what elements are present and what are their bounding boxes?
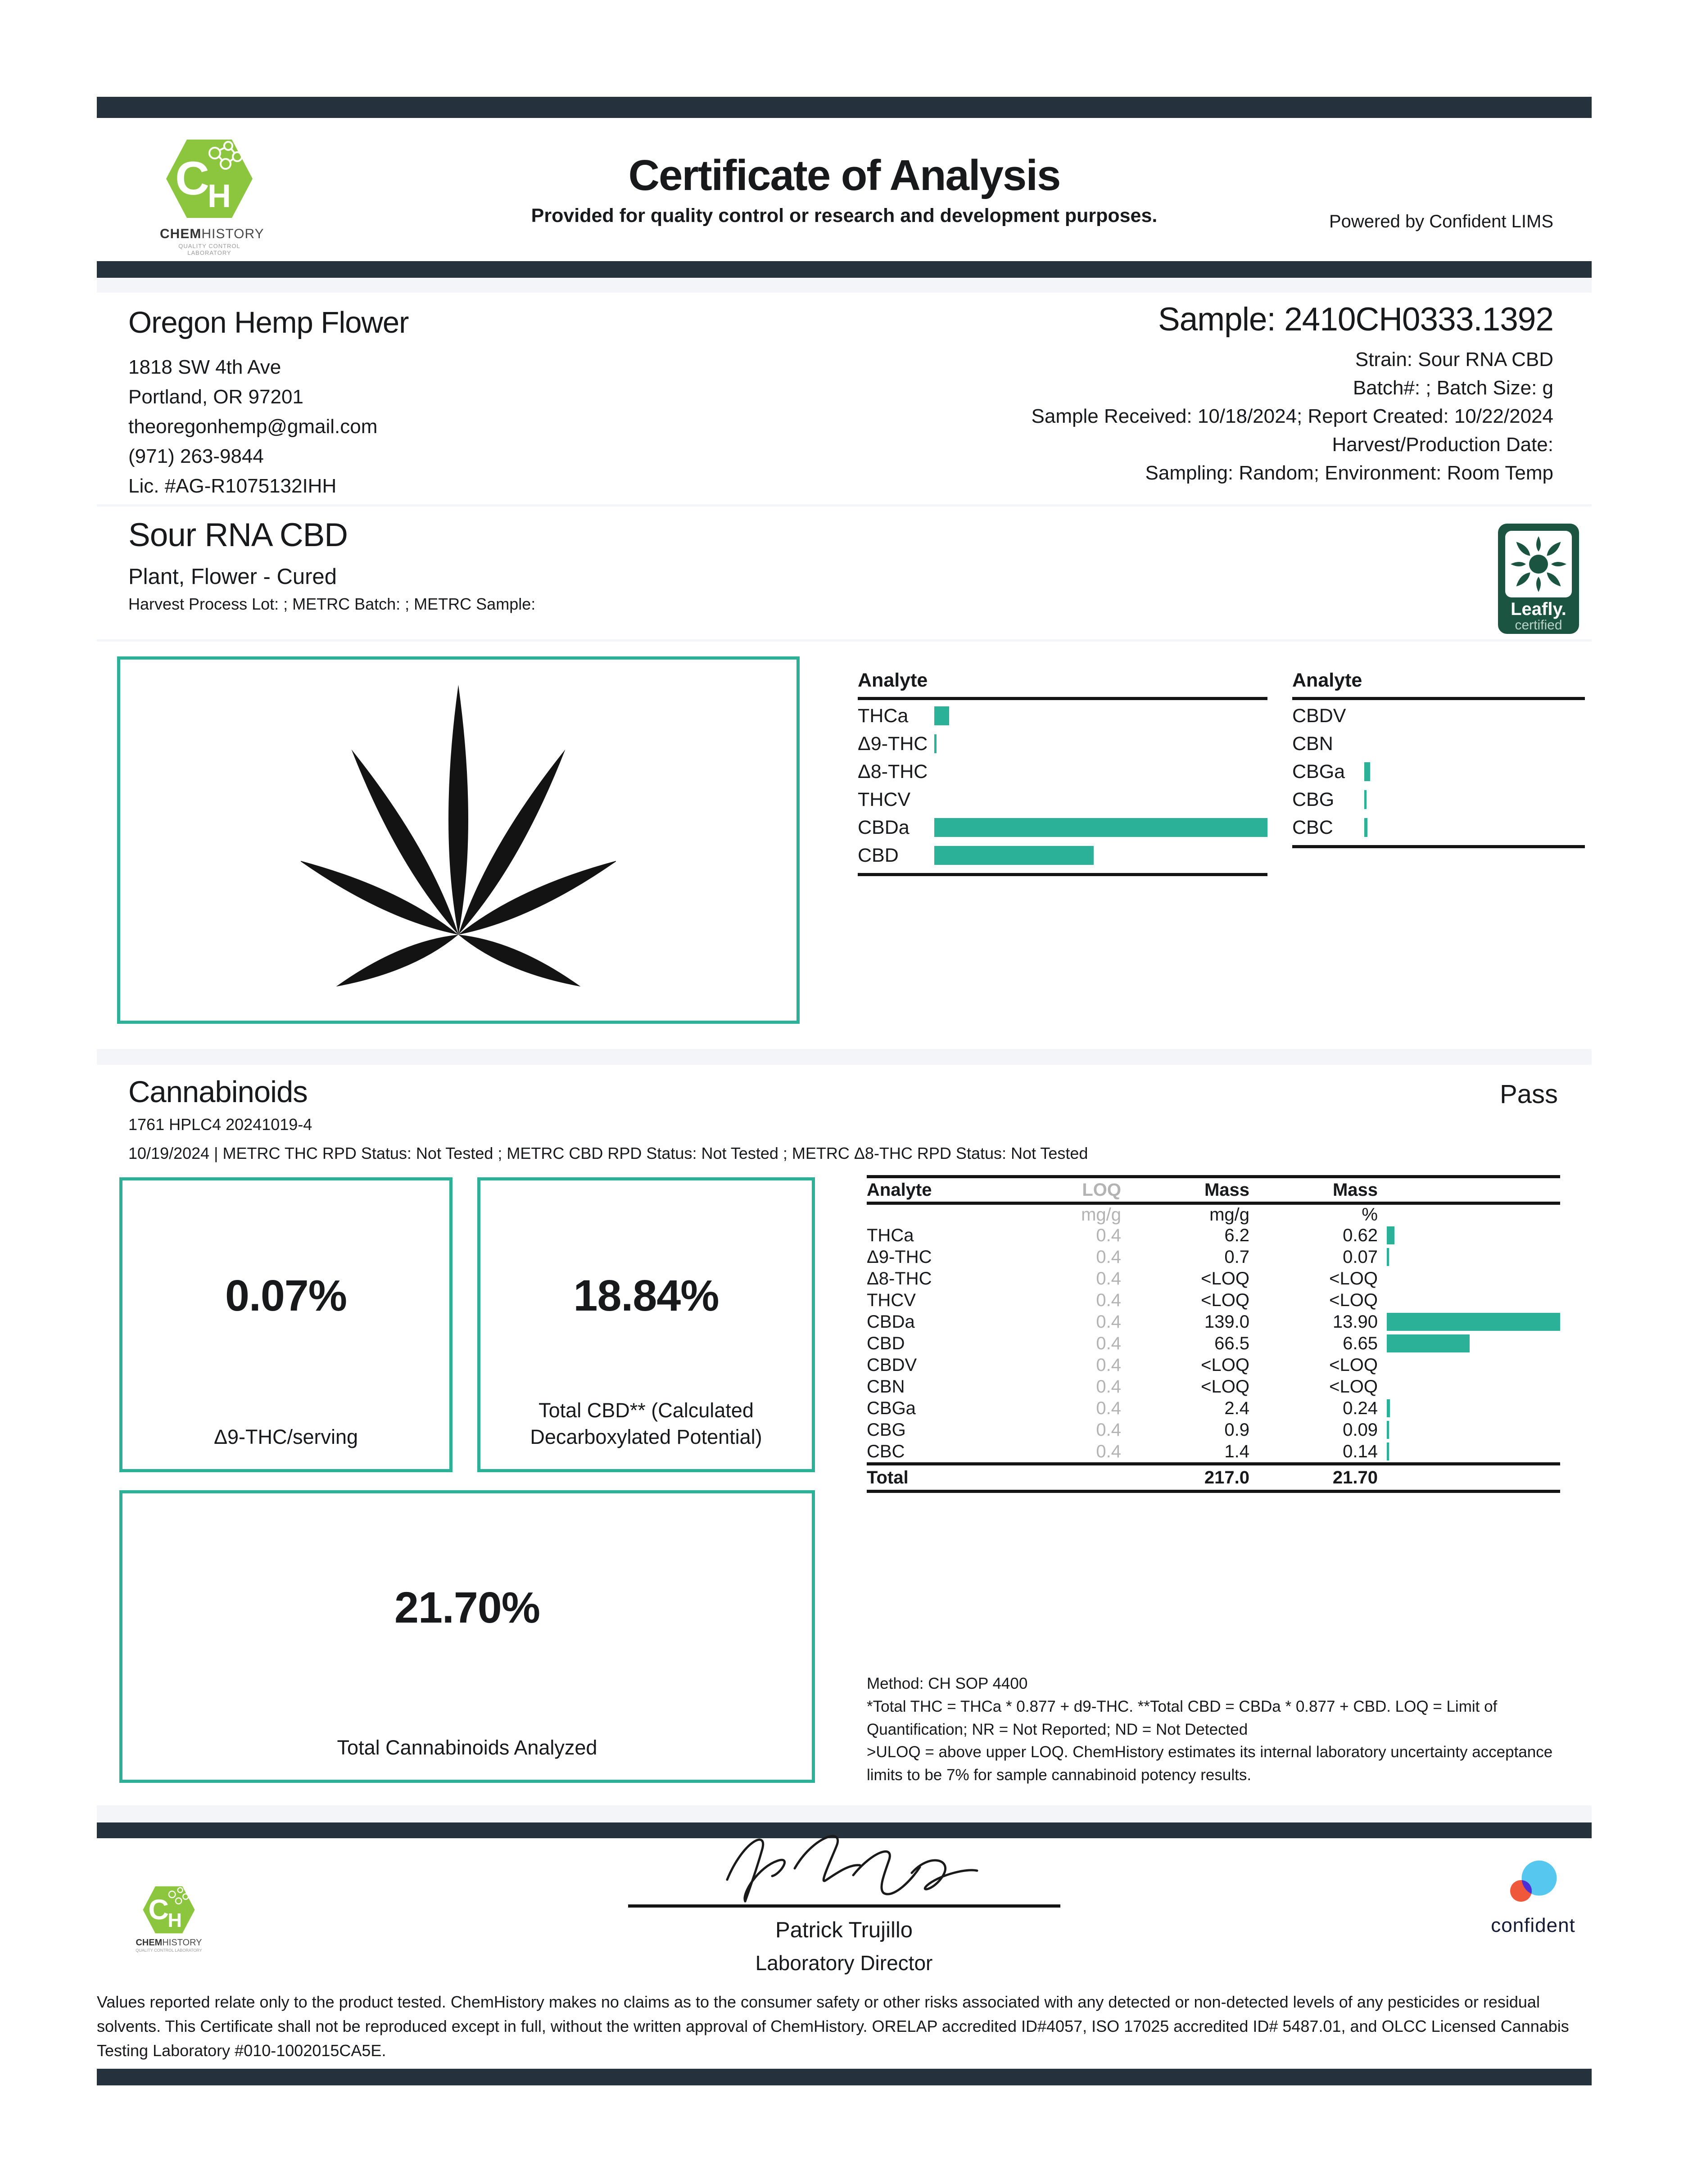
client-info-line: theoregonhemp@gmail.com bbox=[128, 416, 378, 438]
cell-analyte: Δ8-THC bbox=[867, 1268, 932, 1289]
total-mass-pct: 21.70 bbox=[1332, 1467, 1378, 1488]
signatory-name: Patrick Trujillo bbox=[775, 1918, 913, 1942]
analyte-bar bbox=[934, 734, 937, 753]
disclaimer-text: Values reported relate only to the product tested. ChemHistory makes no claims as to the consumer safety or other risks associated with any detected or non-detected levels of any pesticides or residual solvents. This Certificate shall not be reproduced except in full, without the written approval of ChemHistory. ORELAP accredited ID#4057, ISO 17025 accredited ID# 5487.01, and OLCC Licensed Cannabis Testing Laboratory #010-1002015CA5E. bbox=[97, 1993, 1569, 2060]
chemhistory-tagline: QUALITY CONTROL LABORATORY bbox=[136, 1948, 202, 1953]
cell-bar bbox=[1378, 1421, 1560, 1439]
leafly-brand-text: Leafly. bbox=[1511, 599, 1566, 619]
table-units-row bbox=[867, 1205, 1560, 1225]
profile-chart-section bbox=[97, 642, 1592, 1049]
analyte-label: Δ8-THC bbox=[858, 760, 928, 782]
analyte-chart-rows bbox=[858, 700, 1267, 869]
cell-loq: 0.4 bbox=[1096, 1247, 1121, 1267]
analyte-label: CBGa bbox=[1292, 760, 1345, 782]
analyte-chart-row bbox=[1292, 758, 1585, 786]
signature-icon bbox=[700, 1826, 988, 1904]
table-row bbox=[867, 1441, 1560, 1462]
analyte-bar bbox=[1364, 818, 1367, 837]
table-row bbox=[867, 1333, 1560, 1354]
powered-by-label: Powered by Confident LIMS bbox=[1329, 212, 1553, 231]
sample-info-line: Harvest/Production Date: bbox=[1332, 434, 1553, 456]
result-bar bbox=[1387, 1248, 1389, 1266]
analyte-label: THCV bbox=[858, 788, 911, 810]
cell-mass-pct: <LOQ bbox=[1329, 1376, 1378, 1397]
table-row bbox=[867, 1289, 1560, 1311]
chemhistory-wordmark-bold: CHEM bbox=[160, 226, 202, 241]
analyte-label: CBDV bbox=[1292, 705, 1346, 727]
chart-baseline-rule bbox=[858, 873, 1267, 876]
cell-mass-mg: <LOQ bbox=[1201, 1376, 1249, 1397]
cell-analyte: Δ9-THC bbox=[867, 1247, 932, 1267]
sample-info-line: Strain: Sour RNA CBD bbox=[1355, 348, 1553, 371]
cell-mass-pct: <LOQ bbox=[1329, 1355, 1378, 1375]
method-note-line: *Total THC = THCa * 0.877 + d9-THC. **Total CBD = CBDa * 0.877 + CBD. LOQ = Limit of Quantification; NR = Not Reported; ND = Not Detected bbox=[867, 1697, 1498, 1738]
total-mass-mg: 217.0 bbox=[1204, 1467, 1249, 1488]
cell-loq: 0.4 bbox=[1096, 1268, 1121, 1289]
analyte-bar bbox=[1364, 790, 1367, 809]
cell-mass-mg: 6.2 bbox=[1224, 1225, 1249, 1245]
analyte-chart-header: Analyte bbox=[858, 669, 1267, 700]
table-row bbox=[867, 1246, 1560, 1268]
chemhistory-wordmark-bold: CHEM bbox=[136, 1938, 163, 1948]
analyte-bar bbox=[1364, 762, 1370, 781]
section-title: Cannabinoids bbox=[128, 1075, 308, 1109]
cell-bar bbox=[1378, 1291, 1560, 1309]
table-row bbox=[867, 1376, 1560, 1397]
analyte-chart-row bbox=[858, 730, 1267, 758]
analyte-chart-row bbox=[858, 841, 1267, 869]
signature-rule bbox=[628, 1904, 1060, 1908]
analyte-chart-row bbox=[858, 786, 1267, 814]
client-info-line: (971) 263-9844 bbox=[128, 445, 264, 467]
cell-bar bbox=[1378, 1313, 1560, 1331]
strain-metrc-line: Harvest Process Lot: ; METRC Batch: ; METRC Sample: bbox=[128, 595, 536, 613]
total-label: Total bbox=[867, 1467, 909, 1488]
chemhistory-hexagon-icon bbox=[142, 1884, 196, 1935]
client-info-line: Lic. #AG-R1075132IHH bbox=[128, 475, 337, 497]
cell-mass-mg: 0.7 bbox=[1224, 1247, 1249, 1267]
client-name: Oregon Hemp Flower bbox=[128, 306, 409, 339]
method-notes bbox=[867, 1673, 1560, 1787]
table-header-row bbox=[867, 1178, 1560, 1202]
result-bar bbox=[1387, 1399, 1390, 1417]
cell-bar bbox=[1378, 1442, 1560, 1461]
analyte-bar-area bbox=[1364, 762, 1585, 781]
col-header-mass-mg: Mass bbox=[1204, 1180, 1249, 1200]
result-bar bbox=[1387, 1313, 1560, 1331]
chemhistory-wordmark bbox=[135, 1938, 203, 1948]
table-row bbox=[867, 1397, 1560, 1419]
cell-mass-pct: <LOQ bbox=[1329, 1268, 1378, 1289]
client-info-line: Portland, OR 97201 bbox=[128, 386, 303, 408]
chemhistory-wordmark bbox=[160, 226, 264, 242]
analyte-label: CBDa bbox=[858, 816, 910, 838]
sample-details bbox=[1032, 345, 1553, 487]
analyte-chart-row bbox=[858, 814, 1267, 841]
cell-mass-pct: 0.09 bbox=[1343, 1420, 1378, 1440]
confident-wordmark: confident bbox=[1491, 1914, 1575, 1936]
cell-loq: 0.4 bbox=[1096, 1225, 1121, 1245]
cell-loq: 0.4 bbox=[1096, 1333, 1121, 1353]
chemhistory-logo bbox=[160, 136, 264, 256]
analyte-bar-area bbox=[1364, 734, 1585, 753]
confident-circles-icon bbox=[1499, 1857, 1567, 1911]
summary-box-total-cbd bbox=[477, 1177, 815, 1472]
cell-analyte: CBD bbox=[867, 1333, 905, 1353]
unit-bar bbox=[1378, 1206, 1560, 1224]
analyte-chart-right bbox=[1292, 669, 1585, 848]
metrc-status-line: 10/19/2024 | METRC THC RPD Status: Not Tested ; METRC CBD RPD Status: Not Tested ; METRC Δ8-THC RPD Status: Not Tested bbox=[128, 1144, 1088, 1162]
analyte-label: Δ9-THC bbox=[858, 733, 928, 755]
summary-value: 18.84% bbox=[573, 1271, 719, 1320]
analyte-bar-area bbox=[934, 846, 1267, 865]
cell-loq: 0.4 bbox=[1096, 1420, 1121, 1440]
method-note-line: Method: CH SOP 4400 bbox=[867, 1675, 1028, 1692]
result-bar bbox=[1387, 1442, 1389, 1461]
cell-loq: 0.4 bbox=[1096, 1290, 1121, 1310]
analyte-bar bbox=[934, 706, 949, 725]
chemhistory-hexagon-icon bbox=[164, 136, 254, 222]
result-bar bbox=[1387, 1226, 1394, 1244]
analyte-chart-row bbox=[1292, 730, 1585, 758]
cell-analyte: THCV bbox=[867, 1290, 916, 1310]
sample-info-line: Sample Received: 10/18/2024; Report Created: 10/22/2024 bbox=[1031, 405, 1553, 427]
cell-mass-pct: 0.24 bbox=[1343, 1398, 1378, 1418]
cannabis-leaf-icon bbox=[301, 683, 616, 998]
cell-mass-mg: <LOQ bbox=[1201, 1355, 1249, 1375]
analyte-label: CBG bbox=[1292, 788, 1335, 810]
table-rule bbox=[867, 1490, 1560, 1493]
summary-box-total-cannabinoids bbox=[119, 1490, 815, 1783]
cell-mass-pct: 0.62 bbox=[1343, 1225, 1378, 1245]
cell-loq: 0.4 bbox=[1096, 1376, 1121, 1397]
table-row bbox=[867, 1268, 1560, 1289]
table-row bbox=[867, 1419, 1560, 1441]
analyte-label: CBN bbox=[1292, 733, 1333, 755]
cell-analyte: CBGa bbox=[867, 1398, 916, 1418]
cell-mass-mg: 139.0 bbox=[1204, 1311, 1249, 1332]
unit-mass-pct: % bbox=[1362, 1204, 1378, 1225]
cell-loq: 0.4 bbox=[1096, 1355, 1121, 1375]
sample-info-line: Sampling: Random; Environment: Room Temp bbox=[1145, 462, 1553, 484]
cell-bar bbox=[1378, 1356, 1560, 1374]
table-row bbox=[867, 1354, 1560, 1376]
analyte-chart-row bbox=[1292, 814, 1585, 841]
table-rule bbox=[867, 1175, 1560, 1178]
analyte-bar-area bbox=[934, 790, 1267, 809]
cell-analyte: THCa bbox=[867, 1225, 914, 1245]
summary-caption: Total Cannabinoids Analyzed bbox=[337, 1736, 597, 1759]
summary-value: 21.70% bbox=[394, 1583, 540, 1632]
strain-type: Plant, Flower - Cured bbox=[128, 565, 337, 589]
chemhistory-tagline: QUALITY CONTROL LABORATORY bbox=[178, 243, 240, 256]
analyte-bar-area bbox=[1364, 790, 1585, 809]
chemhistory-wordmark-rest: HISTORY bbox=[201, 226, 264, 241]
cell-bar bbox=[1378, 1248, 1560, 1266]
cell-analyte: CBC bbox=[867, 1441, 905, 1461]
result-bar bbox=[1387, 1421, 1389, 1439]
analyte-chart-row bbox=[1292, 702, 1585, 730]
cell-loq: 0.4 bbox=[1096, 1398, 1121, 1418]
analyte-chart-row bbox=[1292, 786, 1585, 814]
chemhistory-wordmark-rest: HISTORY bbox=[162, 1938, 202, 1948]
analyte-bar-area bbox=[1364, 818, 1585, 837]
unit-loq: mg/g bbox=[1081, 1204, 1121, 1225]
col-header-mass-pct: Mass bbox=[1332, 1180, 1378, 1200]
cell-mass-pct: 0.14 bbox=[1343, 1441, 1378, 1461]
product-image-box bbox=[117, 656, 800, 1024]
header-divider-bar bbox=[97, 261, 1592, 278]
cell-mass-pct: 0.07 bbox=[1343, 1247, 1378, 1267]
client-block bbox=[128, 305, 408, 501]
document-title: Certificate of Analysis bbox=[628, 151, 1060, 199]
sample-info-line: Batch#: ; Batch Size: g bbox=[1353, 377, 1553, 399]
analyte-label: THCa bbox=[858, 705, 909, 727]
analyte-bar-area bbox=[934, 734, 1267, 753]
analyte-chart-row bbox=[858, 702, 1267, 730]
cell-bar bbox=[1378, 1226, 1560, 1244]
cell-loq: 0.4 bbox=[1096, 1441, 1121, 1461]
cell-analyte: CBG bbox=[867, 1420, 906, 1440]
cell-mass-pct: <LOQ bbox=[1329, 1290, 1378, 1310]
client-sample-section bbox=[97, 293, 1592, 504]
cell-bar bbox=[1378, 1334, 1560, 1352]
leafly-certified-badge bbox=[1498, 524, 1579, 636]
leafly-badge-icon bbox=[1498, 524, 1579, 634]
cell-mass-mg: 0.9 bbox=[1224, 1420, 1249, 1440]
strain-section bbox=[97, 506, 1592, 639]
summary-value: 0.07% bbox=[225, 1271, 347, 1320]
analyte-chart-header: Analyte bbox=[1292, 669, 1585, 700]
chemhistory-footer-logo bbox=[135, 1884, 203, 1953]
client-details bbox=[128, 353, 408, 501]
instrument-line: 1761 HPLC4 20241019-4 bbox=[128, 1115, 312, 1134]
analyte-chart-left bbox=[858, 669, 1267, 876]
cell-bar bbox=[1378, 1270, 1560, 1288]
title-block bbox=[531, 153, 1158, 227]
table-body bbox=[867, 1225, 1560, 1462]
sample-id: Sample: 2410CH0333.1392 bbox=[1158, 301, 1553, 338]
summary-caption: Total CBD** (Calculated Decarboxylated Potential) bbox=[530, 1399, 762, 1448]
analyte-bar bbox=[934, 846, 1094, 865]
leafly-certified-text: certified bbox=[1515, 618, 1562, 633]
svg-text:C: C bbox=[175, 152, 209, 205]
analyte-chart-rows bbox=[1292, 700, 1585, 841]
signatory-title: Laboratory Director bbox=[755, 1951, 933, 1975]
analyte-bar-area bbox=[934, 762, 1267, 781]
table-row bbox=[867, 1311, 1560, 1333]
result-bar bbox=[1387, 1334, 1470, 1352]
table-rule bbox=[867, 1462, 1560, 1465]
cell-mass-mg: 2.4 bbox=[1224, 1398, 1249, 1418]
cell-mass-pct: 6.65 bbox=[1343, 1333, 1378, 1353]
status-pass-label: Pass bbox=[1500, 1080, 1558, 1109]
method-note-line: >ULOQ = above upper LOQ. ChemHistory estimates its internal laboratory uncertainty acceptance limits to be 7% for sample cannabinoid potency results. bbox=[867, 1743, 1553, 1784]
cell-mass-mg: <LOQ bbox=[1201, 1290, 1249, 1310]
client-info-line: 1818 SW 4th Ave bbox=[128, 356, 281, 378]
analyte-bar bbox=[934, 818, 1267, 837]
cell-mass-mg: <LOQ bbox=[1201, 1268, 1249, 1289]
cannabinoids-section bbox=[97, 1065, 1592, 1805]
results-table bbox=[867, 1175, 1560, 1493]
top-divider-bar bbox=[97, 97, 1592, 118]
col-header-bar bbox=[1378, 1181, 1560, 1199]
cell-bar bbox=[1378, 1399, 1560, 1417]
analyte-bar-area bbox=[934, 818, 1267, 837]
table-total-row bbox=[867, 1465, 1560, 1490]
svg-text:H: H bbox=[208, 178, 231, 214]
document-subtitle: Provided for quality control or research and development purposes. bbox=[531, 204, 1158, 226]
signature-block bbox=[597, 1826, 1092, 1975]
svg-text:C: C bbox=[148, 1894, 169, 1926]
strain-name: Sour RNA CBD bbox=[128, 517, 348, 553]
cell-mass-mg: 66.5 bbox=[1214, 1333, 1249, 1353]
table-row bbox=[867, 1225, 1560, 1246]
summary-caption: Δ9-THC/serving bbox=[213, 1425, 358, 1448]
analyte-label: CBD bbox=[858, 844, 899, 866]
total-bar-blank bbox=[1378, 1469, 1560, 1487]
analyte-label: CBC bbox=[1292, 816, 1333, 838]
cell-analyte: CBDa bbox=[867, 1311, 915, 1332]
cell-analyte: CBDV bbox=[867, 1355, 917, 1375]
cell-mass-pct: 13.90 bbox=[1332, 1311, 1378, 1332]
svg-text:H: H bbox=[167, 1909, 182, 1931]
sample-block bbox=[1032, 301, 1553, 487]
confident-lims-logo bbox=[1484, 1857, 1583, 1937]
cell-bar bbox=[1378, 1378, 1560, 1396]
unit-mass-mg: mg/g bbox=[1209, 1204, 1249, 1225]
cell-mass-mg: 1.4 bbox=[1224, 1441, 1249, 1461]
chart-baseline-rule bbox=[1292, 845, 1585, 848]
bottom-bar bbox=[97, 2069, 1592, 2085]
analyte-chart-row bbox=[858, 758, 1267, 786]
col-header-analyte: Analyte bbox=[867, 1180, 932, 1200]
cell-loq: 0.4 bbox=[1096, 1311, 1121, 1332]
analyte-bar-area bbox=[1364, 706, 1585, 725]
col-header-loq: LOQ bbox=[1082, 1180, 1121, 1200]
document-body bbox=[97, 97, 1592, 1838]
summary-box-d9thc bbox=[119, 1177, 453, 1472]
header bbox=[97, 118, 1592, 261]
analyte-bar-area bbox=[934, 706, 1267, 725]
cell-analyte: CBN bbox=[867, 1376, 905, 1397]
